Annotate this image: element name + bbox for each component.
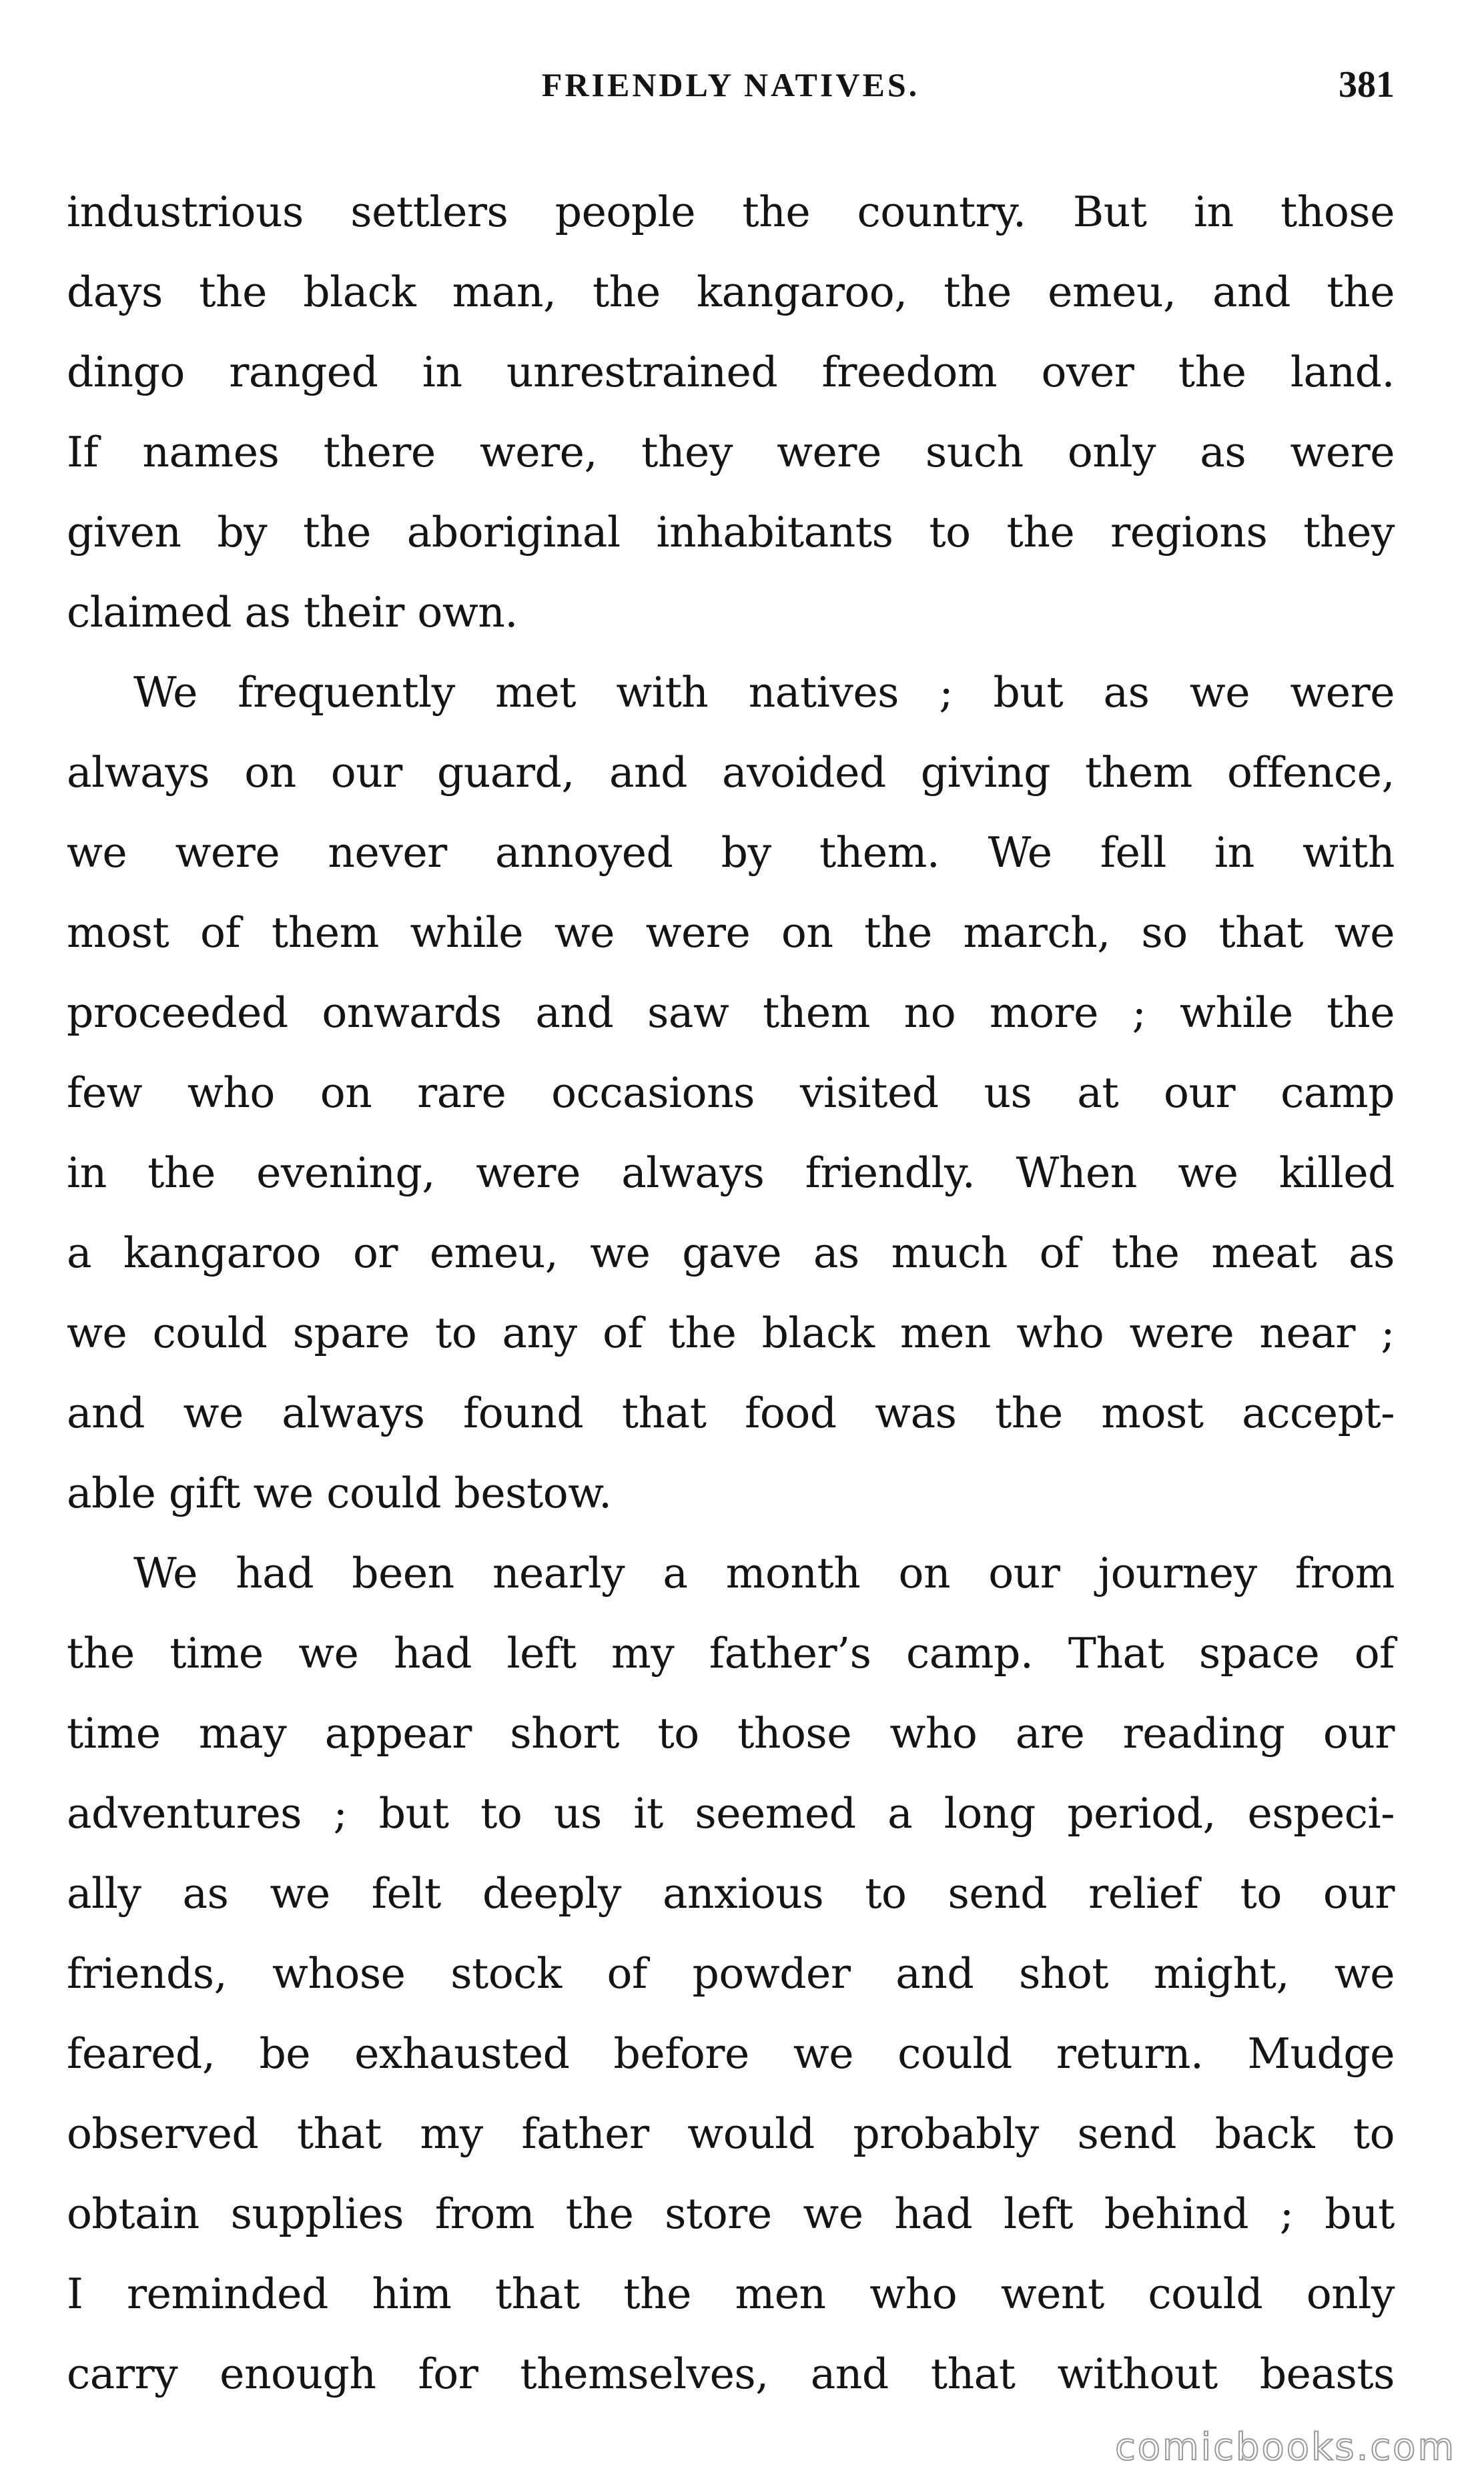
text-line: We frequently met with natives ; but as we were [133, 668, 1395, 717]
text-line: and we always found that food was the most accept- [67, 1389, 1395, 1437]
text-line: few who on rare occasions visited us at our camp [67, 1068, 1395, 1117]
text-line: most of them while we were on the march, so that we [67, 908, 1395, 957]
running-title: FRIENDLY NATIVES. [541, 66, 920, 103]
text-line: claimed as their own. [67, 588, 518, 637]
text-line: dingo ranged in unrestrained freedom over the land. [67, 348, 1395, 396]
text-line: ally as we felt deeply anxious to send relief to our [67, 1869, 1395, 1918]
text-line: feared, be exhausted before we could return. Mudge [67, 2029, 1395, 2078]
running-header [67, 61, 1395, 108]
page-number: 381 [1339, 64, 1395, 105]
text-line: friends, whose stock of powder and shot might, we [67, 1949, 1395, 1998]
watermark: comicbooks.com [1114, 2426, 1456, 2469]
text-line: time may appear short to those who are reading our [67, 1709, 1395, 1758]
text-line: proceeded onwards and saw them no more ; while the [67, 988, 1395, 1037]
text-line: always on our guard, and avoided giving them offence, [67, 748, 1395, 797]
text-line: observed that my father would probably send back to [67, 2109, 1395, 2158]
text-line: I reminded him that the men who went could only [67, 2269, 1395, 2318]
text-line: adventures ; but to us it seemed a long period, especi- [67, 1789, 1395, 1838]
text-line: a kangaroo or emeu, we gave as much of the meat as [67, 1228, 1395, 1277]
text-line: days the black man, the kangaroo, the emeu, and the [67, 268, 1395, 316]
text-line: we were never annoyed by them. We fell in with [67, 828, 1395, 877]
body-text [67, 172, 1395, 2414]
text-line: If names there were, they were such only as were [67, 428, 1395, 476]
text-line: in the evening, were always friendly. When we killed [67, 1148, 1395, 1197]
text-line: able gift we could bestow. [67, 1469, 612, 1517]
text-line: We had been nearly a month on our journey from [133, 1549, 1395, 1597]
text-line: obtain supplies from the store we had left behind ; but [67, 2189, 1395, 2238]
text-line: we could spare to any of the black men who were near ; [67, 1309, 1395, 1357]
text-line: given by the aboriginal inhabitants to the regions they [67, 508, 1395, 557]
text-line: the time we had left my father’s camp. That space of [67, 1629, 1395, 1678]
text-line: carry enough for themselves, and that without beasts [67, 2350, 1395, 2398]
text-line: industrious settlers people the country. But in those [67, 188, 1395, 236]
